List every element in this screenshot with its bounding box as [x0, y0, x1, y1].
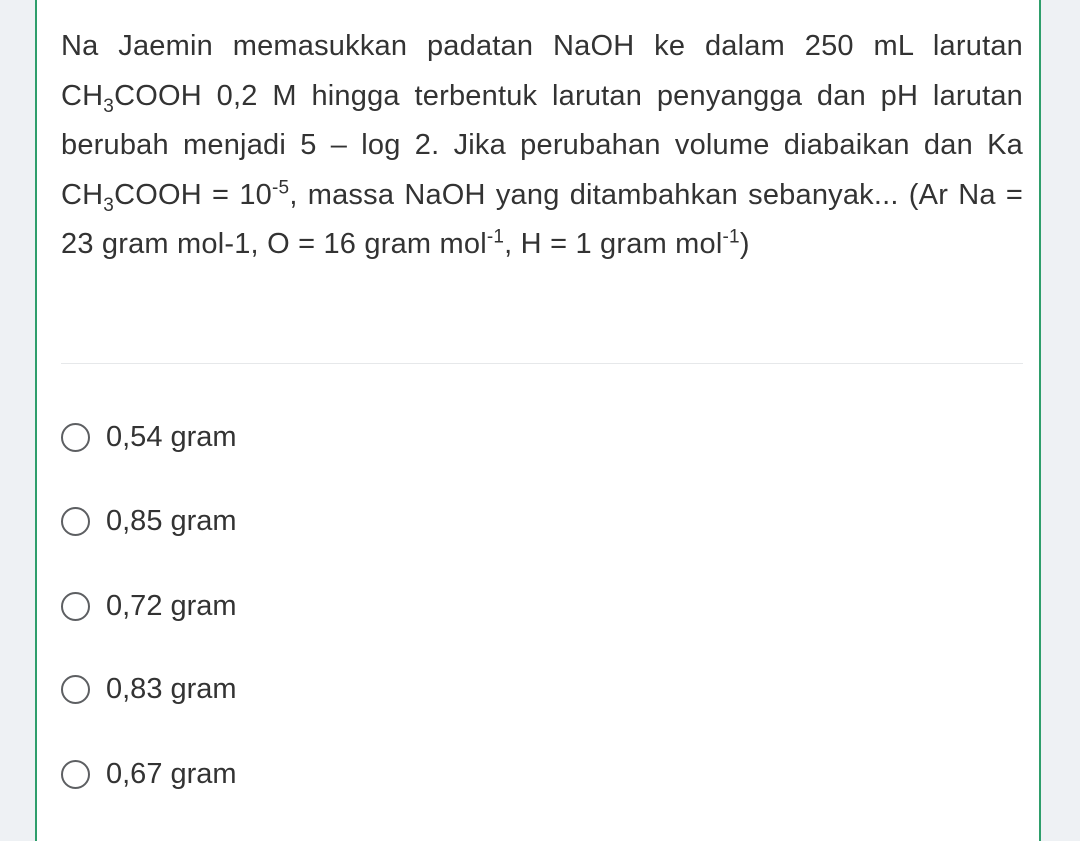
superscript: -1 [486, 226, 505, 248]
question-card [35, 0, 1041, 841]
answer-option-d[interactable] [61, 669, 237, 709]
question-segment: COOH = 10 [114, 178, 273, 211]
answer-option-c[interactable] [61, 586, 237, 626]
answer-label: 0,72 gram [106, 589, 237, 622]
radio-button[interactable] [61, 675, 90, 704]
question-segment: COOH 0,2 M hingga terbentuk larutan penyangga dan pH larutan berubah menjadi 5 – log 2. Jika perubahan volume diabaikan dan Ka CH [61, 79, 1023, 211]
answer-option-a[interactable] [61, 417, 237, 457]
answer-option-e[interactable] [61, 754, 237, 794]
superscript: -1 [722, 226, 740, 248]
answer-option-b[interactable] [61, 501, 237, 541]
divider [61, 363, 1023, 364]
radio-button[interactable] [61, 760, 90, 789]
question-text [61, 22, 1023, 270]
subscript: 3 [103, 95, 115, 117]
question-segment: , H = 1 gram mol [504, 228, 723, 260]
superscript: -5 [272, 176, 290, 198]
answer-label: 0,83 gram [106, 672, 237, 705]
radio-button[interactable] [61, 507, 90, 536]
answer-label: 0,67 gram [106, 757, 237, 790]
question-segment: ) [739, 228, 750, 260]
subscript: 3 [103, 194, 115, 216]
answer-label: 0,85 gram [106, 504, 237, 537]
question-segment: Na Jaemin memasukkan padatan NaOH ke dalam 250 mL larutan CH [61, 30, 1023, 112]
question-segment: , massa NaOH yang ditambahkan sebanyak... (Ar Na = 23 gram mol-1, O = 16 gram mol [61, 178, 1024, 260]
answer-label: 0,54 gram [106, 420, 237, 453]
radio-button[interactable] [61, 592, 90, 621]
radio-button[interactable] [61, 423, 90, 452]
